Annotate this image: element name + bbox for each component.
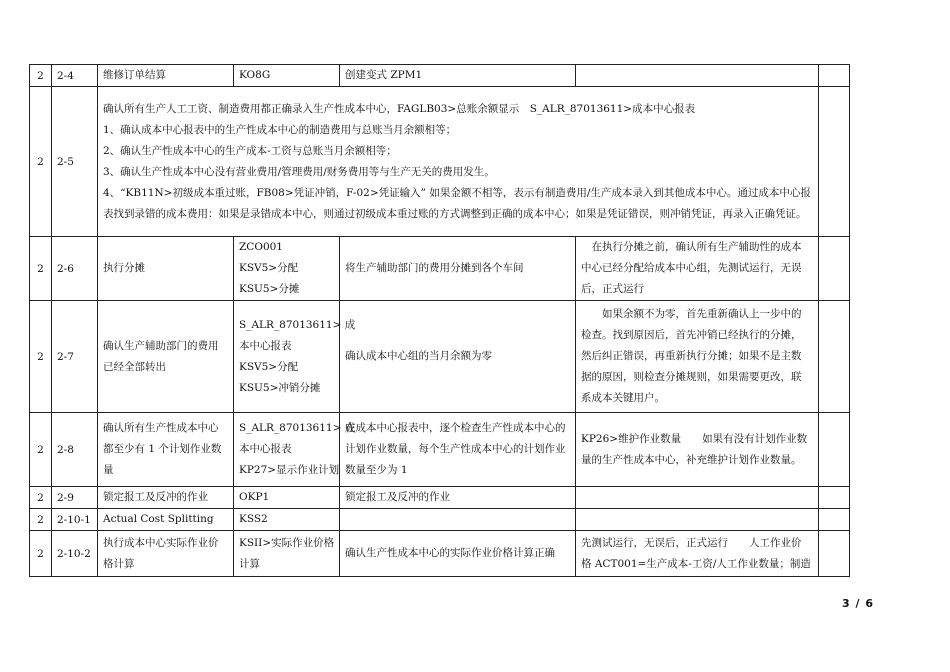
task-cell-line: Actual Cost Splitting [103, 513, 214, 525]
tcode-cell-line: 计算 [239, 557, 260, 570]
level-cell: 2 [30, 509, 52, 531]
description-cell [340, 301, 576, 413]
tcode-cell-line: S_ALR_87013611> 成 [239, 422, 356, 434]
description-cell-line: 创建变式 ZPM1 [345, 69, 423, 81]
note-cell-line: 后，正式运行 [581, 283, 644, 295]
table-row [30, 301, 850, 413]
note-cell-line: 先测试运行，无误后，正式运行 人工作业价 [581, 536, 802, 549]
table-row [30, 413, 850, 487]
task-cell-line: 执行分摊 [103, 262, 145, 274]
tcode-cell-line: KSV5>分配 [239, 262, 299, 274]
remark-cell [819, 237, 850, 301]
task-cell-line: 都至少有 1 个计划作业数 [103, 443, 222, 455]
tcode-cell-line: KO8G [239, 69, 271, 81]
tcode-cell-line: 本中心报表 [239, 339, 292, 352]
tcode-cell-line: KSU5>分摊 [239, 283, 300, 295]
tcode-cell [234, 531, 340, 577]
step-number-cell: 2-10-1 [52, 509, 98, 531]
table-row [30, 65, 850, 87]
note-cell-line: 量的生产性成本中心，补充维护计划作业数量。 [581, 453, 802, 466]
task-cell-line: 确认生产辅助部门的费用 [103, 339, 219, 352]
step-number-cell: 2-10-2 [52, 531, 98, 577]
task-cell [98, 531, 234, 577]
level-cell: 2 [30, 237, 52, 301]
task-cell [98, 509, 234, 531]
tcode-cell-line: KSS2 [239, 513, 268, 525]
page-number: 3 / 6 [842, 597, 874, 610]
tcode-cell [234, 487, 340, 509]
tcode-cell [234, 413, 356, 487]
tcode-cell [234, 301, 356, 413]
note-cell-line: 据的原因，则检查分摊规则，如果需要更改，联 [581, 371, 802, 383]
table-row [30, 237, 850, 301]
description-cell-line: 将生产辅助部门的费用分摊到各个车间 [345, 262, 524, 274]
task-cell [98, 65, 234, 87]
description-cell [340, 531, 576, 577]
description-cell-line: 数量至少为 1 [345, 464, 408, 476]
instruction-line: 确认所有生产人工工资、制造费用都正确录入生产性成本中心，FAGLB03>总账余额显示 S_ALR_87013611>成本中心报表 [103, 102, 696, 115]
tcode-cell [234, 237, 340, 301]
task-cell [98, 237, 234, 301]
note-cell-line: 系成本关键用户。 [581, 392, 665, 404]
note-cell-line: 检查。找到原因后，首先冲销已经执行的分摊， [581, 329, 802, 341]
description-cell-line: 计划作业数量，每个生产性成本中心的计划作业 [345, 443, 566, 455]
level-cell: 2 [30, 487, 52, 509]
note-cell [576, 65, 819, 87]
level-cell: 2 [30, 301, 52, 413]
level-cell: 2 [30, 413, 52, 487]
tcode-cell [234, 509, 340, 531]
description-cell [340, 413, 576, 487]
step-number-cell: 2-5 [52, 87, 98, 237]
note-cell [576, 237, 819, 301]
remark-cell [819, 413, 850, 487]
table-row [30, 509, 850, 531]
task-cell-line: 维修订单结算 [103, 69, 166, 81]
task-cell [98, 487, 234, 509]
task-cell [98, 413, 234, 487]
note-cell-line: 中心已经分配给成本中心组，先测试运行，无误 [581, 262, 802, 274]
instruction-line: 2、确认生产性成本中心的生产成本-工资与总账当月余额相等； [103, 144, 397, 157]
step-instructions-cell [98, 87, 819, 237]
level-cell: 2 [30, 531, 52, 577]
step-number-cell: 2-4 [52, 65, 98, 87]
note-cell-line: 在执行分摊之前，确认所有生产辅助性的成本 [581, 241, 802, 253]
description-cell-line: 锁定报工及反冲的作业 [345, 491, 450, 503]
description-cell [340, 237, 576, 301]
task-cell-line: 执行成本中心实际作业价 [103, 536, 219, 549]
description-cell [340, 487, 576, 509]
remark-cell [819, 65, 850, 87]
tcode-cell-line: 本中心报表 [239, 443, 292, 455]
description-cell [340, 509, 576, 531]
step-number-cell: 2-7 [52, 301, 98, 413]
tcode-cell-line: KSV5>分配 [239, 360, 299, 373]
description-cell-line: 确认生产性成本中心的实际作业价格计算正确 [345, 547, 555, 559]
note-cell-line: KP26>维护作业数量 如果有没有计划作业数 [581, 432, 808, 445]
note-cell-line: 然后纠正错误，再重新执行分摊；如果不是主数 [581, 350, 802, 362]
tcode-cell [234, 65, 340, 87]
task-cell-line: 已经全部转出 [103, 360, 166, 373]
note-cell [576, 413, 819, 487]
instruction-line: 1、确认成本中心报表中的生产性成本中心的制造费用与总账当月余额相等； [103, 123, 457, 136]
step-number-cell: 2-9 [52, 487, 98, 509]
note-cell [576, 301, 819, 413]
note-cell [576, 487, 819, 509]
remark-cell [819, 531, 850, 577]
task-cell [98, 301, 234, 413]
table-row [30, 487, 850, 509]
task-cell-line: 量 [103, 464, 114, 476]
tcode-cell-line: KSU5>冲销分摊 [239, 381, 321, 394]
remark-cell [819, 509, 850, 531]
description-cell [340, 65, 576, 87]
tcode-cell-line: ZCO001 [239, 241, 283, 253]
procedure-table [29, 64, 850, 577]
description-cell-line: 在成本中心报表中，逐个检查生产性成本中心的 [345, 422, 566, 434]
tcode-cell-line: KSII>实际作业价格 [239, 536, 335, 549]
table-row [30, 87, 850, 237]
task-cell-line: 锁定报工及反冲的作业 [103, 491, 208, 503]
level-cell: 2 [30, 65, 52, 87]
table-row [30, 531, 850, 577]
tcode-cell-line: OKP1 [239, 491, 270, 503]
tcode-cell-line: S_ALR_87013611> 成 [239, 318, 356, 331]
note-cell-line: 如果余额不为零，首先重新确认上一步中的 [581, 308, 802, 320]
instruction-line: 4、“KB11N>初级成本重过账，FB08>凭证冲销，F-02>凭证输入” 如果金额不相等，表示有制造费用/生产成本录入到其他成本中心。通过成本中心报表找到录错的成本费用：如果是录错成本中心，则通过初级成本重过账的方式调整到正确的成本中心；如果是凭证错误，则冲销凭证，再录入正确凭证。 [103, 186, 811, 220]
note-cell-line: 格 ACT001=生产成本-工资/人工作业数量；制造 [581, 557, 811, 570]
note-cell [576, 509, 819, 531]
tcode-cell-line: KP27>显示作业计划 [239, 464, 340, 476]
step-number-cell: 2-6 [52, 237, 98, 301]
task-cell-line: 格计算 [103, 557, 135, 570]
remark-cell [819, 301, 850, 413]
remark-cell [819, 487, 850, 509]
level-cell: 2 [30, 87, 52, 237]
note-cell [576, 531, 819, 577]
remark-cell [819, 87, 850, 237]
step-number-cell: 2-8 [52, 413, 98, 487]
description-cell-line: 确认成本中心组的当月余额为零 [345, 350, 492, 362]
task-cell-line: 确认所有生产性成本中心 [103, 422, 219, 434]
instruction-line: 3、确认生产性成本中心没有营业费用/管理费用/财务费用等与生产无关的费用发生。 [103, 165, 495, 178]
